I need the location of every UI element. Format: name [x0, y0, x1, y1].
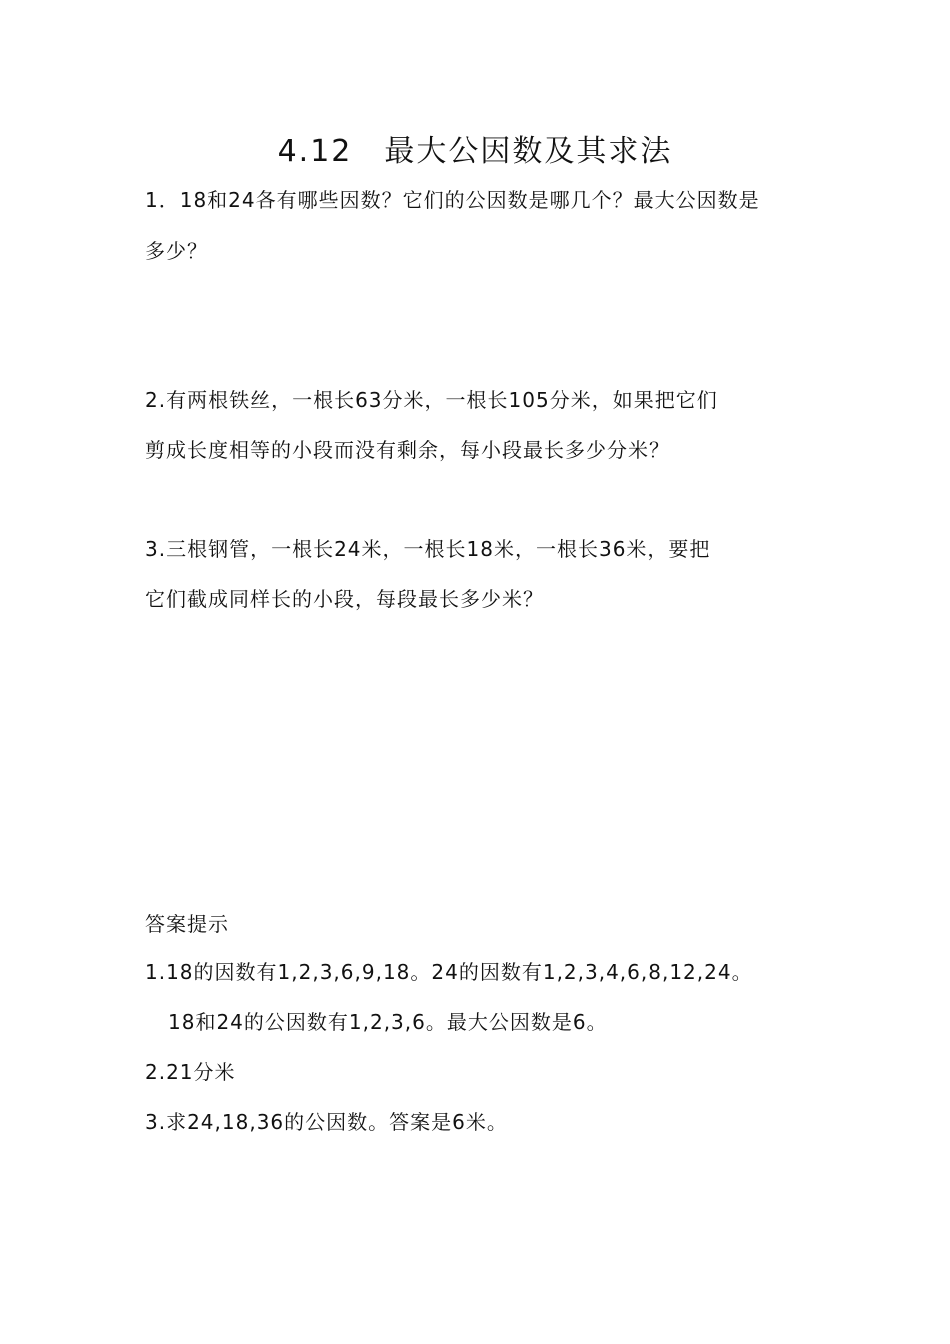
question-1-line-2: 多少？	[145, 239, 208, 263]
page-title: 4.12 最大公因数及其求法	[277, 134, 673, 169]
question-2-line-2: 剪成长度相等的小段而没有剩余，每小段最长多少分米？	[145, 438, 670, 462]
answer-item-2: 2.21分米	[145, 1060, 236, 1084]
question-2-line-1: 2.有两根铁丝，一根长63分米，一根长105分米，如果把它们	[145, 388, 718, 412]
question-3-line-1: 3.三根钢管，一根长24米，一根长18米，一根长36米，要把	[145, 537, 711, 561]
answer-item-1-continued: 18和24的公因数有1,2,3,6。最大公因数是6。	[168, 1010, 608, 1034]
question-3-line-2: 它们截成同样长的小段，每段最长多少米？	[145, 587, 544, 611]
answer-heading: 答案提示	[145, 912, 229, 936]
answer-item-3: 3.求24,18,36的公因数。答案是6米。	[145, 1110, 508, 1134]
question-1-line-1: 1．18和24各有哪些因数？它们的公因数是哪几个？最大公因数是	[145, 188, 760, 212]
answer-item-1: 1.18的因数有1,2,3,6,9,18。24的因数有1,2,3,4,6,8,12,24。	[145, 960, 753, 984]
